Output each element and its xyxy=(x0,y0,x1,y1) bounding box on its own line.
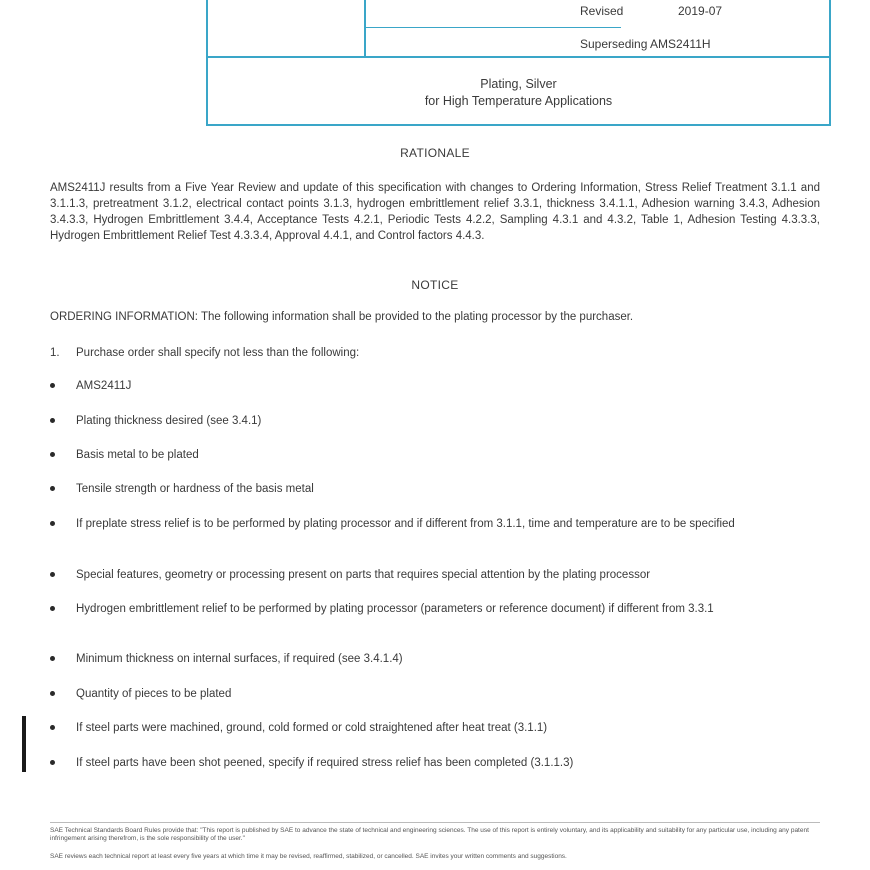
list-item-text: Minimum thickness on internal surfaces, if required (see 3.4.1.4) xyxy=(76,653,403,665)
bullet-icon xyxy=(50,606,55,611)
list-item-text: Tensile strength or hardness of the basis metal xyxy=(76,483,314,495)
item-number: 1. xyxy=(50,347,60,359)
title-box xyxy=(206,58,831,126)
list-item-text: If steel parts were machined, ground, cold formed or cold straightened after heat treat (3.1.1) xyxy=(76,722,548,734)
list-item-text: Hydrogen embrittlement relief to be performed by plating processor (parameters or reference document) if different from 3.3.1 xyxy=(76,603,714,615)
list-item-text: If preplate stress relief is to be performed by plating processor and if different from 3.1.1, time and temperature are to be specified xyxy=(76,518,735,530)
list-item xyxy=(50,378,820,394)
list-item xyxy=(50,567,820,583)
list-item xyxy=(50,481,820,497)
bullet-icon xyxy=(50,452,55,457)
bullet-icon xyxy=(50,725,55,730)
list-item xyxy=(50,755,820,771)
bullet-icon xyxy=(50,383,55,388)
bullet-icon xyxy=(50,760,55,765)
list-item-text: AMS2411J xyxy=(76,380,132,392)
list-item xyxy=(50,516,820,548)
header-box xyxy=(206,0,831,58)
list-item-text: Basis metal to be plated xyxy=(76,449,199,461)
bullet-icon xyxy=(50,418,55,423)
footer-review-note: SAE reviews each technical report at least every five years at which time it may be revised, reaffirmed, stabilized, or cancelled. SAE invites your written comments and suggestions. xyxy=(50,853,567,860)
superseding-note: Superseding AMS2411H xyxy=(580,37,711,51)
change-bar xyxy=(22,716,26,772)
item-text: Purchase order shall specify not less than the following: xyxy=(76,347,360,359)
list-item xyxy=(50,601,820,633)
list-item-text: Special features, geometry or processing present on parts that requires special attention by the plating processor xyxy=(76,569,651,581)
list-item-text: Plating thickness desired (see 3.4.1) xyxy=(76,415,262,427)
list-item-text: Quantity of pieces to be plated xyxy=(76,688,232,700)
bullet-icon xyxy=(50,656,55,661)
list-item xyxy=(50,720,820,736)
header-divider xyxy=(364,0,366,56)
list-item xyxy=(50,413,820,429)
rationale-text: AMS2411J results from a Five Year Review and update of this specification with changes to Ordering Information, Stress Relief Treatment 3.1.1 and 3.1.1.3, pretreatment 3.1.2, electrical contact points 3.1.3, hydrogen embrittlement relief 3.3.1, thickness 3.4.1.1, Adhesion warning 3.4.3, Adhesion 3.4.3.3, Hydrogen Embrittlement 3.4.4, Acceptance Tests 4.2.1, Periodic Tests 4.2.2, Sampling 4.3.1 and 4.3.2, Table 1, Adhesion Testing 4.3.3.3, Hydrogen Embrittlement Relief Test 4.3.3.4, Approval 4.4.1, and Control factors 4.4.3. xyxy=(50,182,820,242)
notice-heading: NOTICE xyxy=(411,278,459,292)
bullet-icon xyxy=(50,572,55,577)
list-item xyxy=(50,686,820,702)
header-rule xyxy=(366,27,621,28)
revised-label: Revised xyxy=(580,4,624,18)
bullet-icon xyxy=(50,691,55,696)
list-item-text: If steel parts have been shot peened, specify if required stress relief has been completed (3.1.1.3) xyxy=(76,757,574,769)
footer-disclaimer: SAE Technical Standards Board Rules provide that: "This report is published by SAE to advance the state of technical and engineering sciences. The use of this report is entirely voluntary, and its applicability and suitability for any particular use, including any patent infringement arising therefrom, is the sole responsibility of the user." xyxy=(50,827,809,842)
document-title: Plating, Silver xyxy=(480,77,557,91)
bullet-icon xyxy=(50,521,55,526)
list-item xyxy=(50,651,820,667)
revised-date: 2019-07 xyxy=(678,4,723,18)
bullet-icon xyxy=(50,486,55,491)
list-item xyxy=(50,447,820,463)
document-subtitle: for High Temperature Applications xyxy=(424,94,613,108)
ordering-information: ORDERING INFORMATION: The following information shall be provided to the plating processor by the purchaser. xyxy=(50,311,634,323)
rationale-heading: RATIONALE xyxy=(400,146,470,160)
numbered-item xyxy=(50,345,820,361)
footer-rule xyxy=(50,822,820,823)
